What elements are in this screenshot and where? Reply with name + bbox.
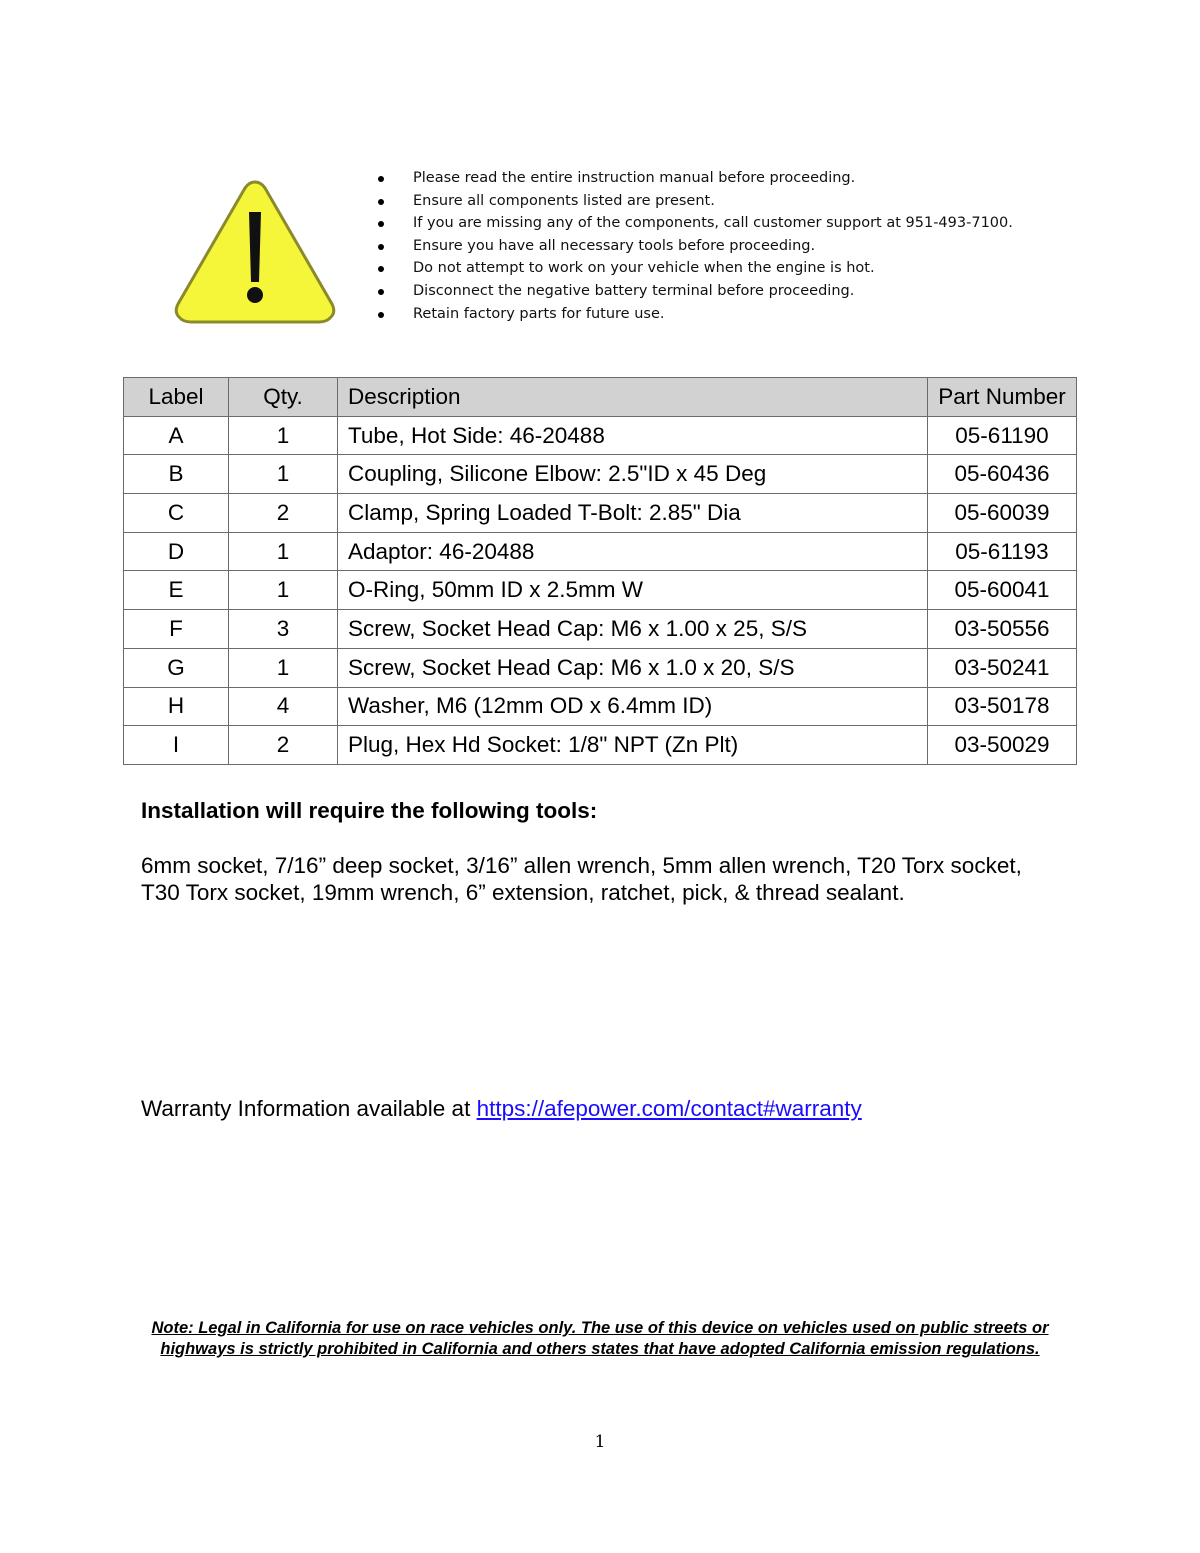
cell-part-number: 05-60436 (928, 455, 1077, 494)
cell-description: Clamp, Spring Loaded T-Bolt: 2.85" Dia (338, 494, 928, 533)
parts-table (123, 377, 1077, 765)
page-number: 1 (594, 1432, 606, 1452)
cell-qty: 1 (229, 571, 338, 610)
cell-label: E (124, 571, 229, 610)
header-qty: Qty. (229, 378, 338, 417)
cell-qty: 1 (229, 648, 338, 687)
table-row (124, 532, 1077, 571)
cell-qty: 1 (229, 532, 338, 571)
cell-description: Plug, Hex Hd Socket: 1/8" NPT (Zn Plt) (338, 726, 928, 765)
warning-item: Do not attempt to work on your vehicle when the engine is hot. (370, 257, 1013, 280)
cell-description: Washer, M6 (12mm OD x 6.4mm ID) (338, 687, 928, 726)
cell-qty: 2 (229, 494, 338, 533)
cell-part-number: 05-60041 (928, 571, 1077, 610)
legal-note: Note: Legal in California for use on race vehicles only. The use of this device on vehicles used on public streets or highways is strictly prohibited in California and others states that have adopted California emission regulations. (151, 1319, 1049, 1358)
table-row (124, 648, 1077, 687)
table-row (124, 416, 1077, 455)
warning-item: Ensure all components listed are present. (370, 190, 1013, 213)
cell-qty: 1 (229, 455, 338, 494)
cell-description: Adaptor: 46-20488 (338, 532, 928, 571)
cell-part-number: 05-61193 (928, 532, 1077, 571)
cell-description: Tube, Hot Side: 46-20488 (338, 416, 928, 455)
header-label: Label (124, 378, 229, 417)
cell-qty: 3 (229, 610, 338, 649)
cell-label: C (124, 494, 229, 533)
table-row (124, 687, 1077, 726)
cell-part-number: 03-50178 (928, 687, 1077, 726)
cell-label: B (124, 455, 229, 494)
cell-part-number: 03-50029 (928, 726, 1077, 765)
tools-heading: Installation will require the following tools: (141, 798, 598, 823)
table-row (124, 610, 1077, 649)
warning-item: Please read the entire instruction manual before proceeding. (370, 167, 1013, 190)
table-row (124, 455, 1077, 494)
warranty-prefix: Warranty Information available at (141, 1096, 477, 1121)
warranty-line (141, 1096, 862, 1122)
cell-part-number: 05-61190 (928, 416, 1077, 455)
warranty-link[interactable]: https://afepower.com/contact#warranty (476, 1096, 862, 1121)
cell-part-number: 03-50241 (928, 648, 1077, 687)
warning-item: Disconnect the negative battery terminal before proceeding. (370, 280, 1013, 303)
cell-label: I (124, 726, 229, 765)
warning-item: Retain factory parts for future use. (370, 303, 1013, 326)
cell-description: Coupling, Silicone Elbow: 2.5"ID x 45 Deg (338, 455, 928, 494)
table-row (124, 571, 1077, 610)
table-row (124, 726, 1077, 765)
cell-description: O-Ring, 50mm ID x 2.5mm W (338, 571, 928, 610)
cell-description: Screw, Socket Head Cap: M6 x 1.00 x 25, S/S (338, 610, 928, 649)
tools-list-text: 6mm socket, 7/16” deep socket, 3/16” allen wrench, 5mm allen wrench, T20 Torx socket, T30 Torx socket, 19mm wrench, 6” extension, ratchet, pick, & thread sealant. (141, 853, 1022, 905)
cell-label: H (124, 687, 229, 726)
table-row (124, 494, 1077, 533)
cell-description: Screw, Socket Head Cap: M6 x 1.0 x 20, S/S (338, 648, 928, 687)
warning-triangle-icon (172, 176, 338, 326)
header-description: Description (338, 378, 928, 417)
header-part-number: Part Number (928, 378, 1077, 417)
cell-label: F (124, 610, 229, 649)
table-header-row (124, 378, 1077, 417)
cell-qty: 4 (229, 687, 338, 726)
warning-list (370, 167, 1013, 325)
cell-label: G (124, 648, 229, 687)
cell-part-number: 05-60039 (928, 494, 1077, 533)
cell-label: A (124, 416, 229, 455)
cell-label: D (124, 532, 229, 571)
cell-qty: 1 (229, 416, 338, 455)
cell-part-number: 03-50556 (928, 610, 1077, 649)
warning-item: Ensure you have all necessary tools before proceeding. (370, 235, 1013, 258)
warning-item: If you are missing any of the components, call customer support at 951-493-7100. (370, 212, 1013, 235)
cell-qty: 2 (229, 726, 338, 765)
